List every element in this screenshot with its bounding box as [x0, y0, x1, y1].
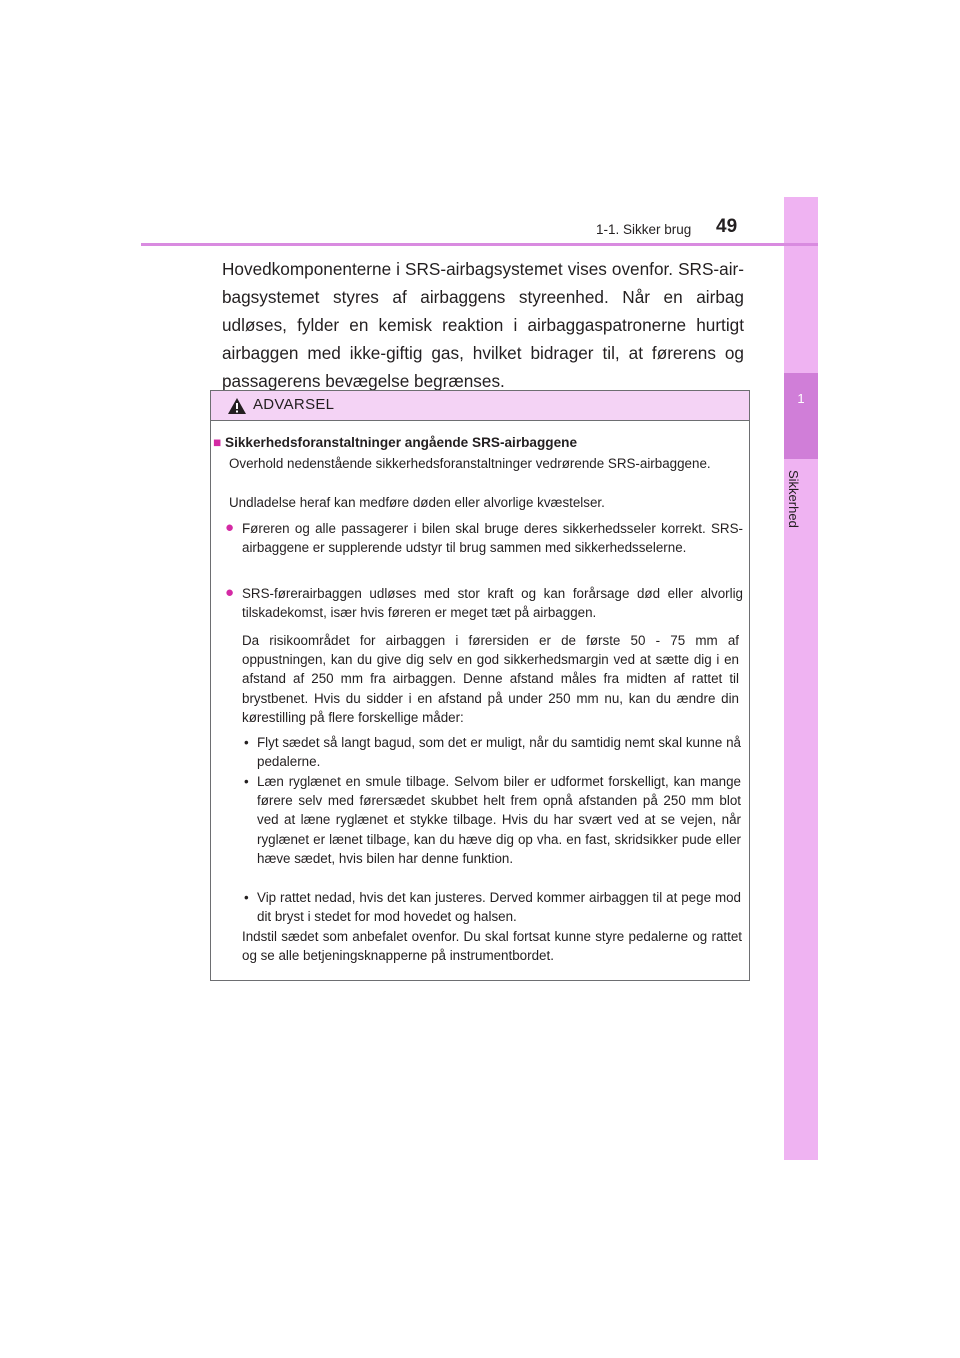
bullet-mark: •: [244, 774, 249, 789]
dot-bullet-icon: ●: [225, 584, 235, 601]
square-bullet-icon: ■: [213, 435, 222, 450]
warning-box: [210, 390, 750, 981]
chapter-label: Sikkerhed: [786, 470, 801, 528]
warning-point-1: Føreren og alle passagerer i bilen skal bruge deres sikkerhedsseler korrekt. SRS-airbaggene er supplerende udstyr til brug sammen med sikkerhedsselerne.: [242, 521, 743, 556]
warning-header: [211, 391, 749, 421]
bullet-mark: •: [244, 735, 249, 750]
intro-paragraph: Hovedkomponenterne i SRS-airbagsystemet vises ovenfor. SRS-airbagsystemet styres af airbaggens styreenhed. Når en airbag udløses, fylder en kemisk reaktion i airbaggaspatronerne hurtigt airbaggen med ikke-giftig gas, hvilket bidrager til, at førerens og passagerens bevægelse begrænses.: [222, 259, 744, 391]
page-number: 49: [716, 216, 738, 237]
section-title: 1-1. Sikker brug: [596, 222, 692, 237]
warning-closing: Indstil sædet som anbefalet ovenfor. Du skal fortsat kunne styre pedalerne og rattet og se alle betjeningsknapperne på instrumentbordet.: [242, 929, 742, 964]
bullet-mark: •: [244, 890, 249, 905]
warning-lead-2: Undladelse heraf kan medføre døden eller alvorlige kvæstelser.: [229, 495, 605, 510]
dot-bullet-icon: ●: [225, 519, 235, 536]
header-rule: [141, 243, 818, 246]
warning-triangle-icon: [227, 397, 247, 415]
chapter-tab: [784, 373, 818, 459]
warning-detail: Da risikoområdet for airbaggen i førersiden er de første 50 - 75 mm af oppustningen, kan du give dig selv en god sikkerhedsmargin ved at sætte dig i en afstand af 250 mm fra airbaggen. Denne afstand måles fra midten af rattet til brystbenet. Hvis du sidder i en afstand på under 250 mm nu, kan du ændre din kørestilling på flere forskellige måder:: [242, 633, 739, 725]
chapter-number: 1: [797, 391, 805, 406]
warning-heading: ■ Sikkerhedsforanstaltninger angående SRS-airbaggene: [213, 435, 578, 450]
warning-lead-1: Overhold nedenstående sikkerhedsforanstaltninger vedrørende SRS-airbaggene.: [229, 456, 711, 471]
warning-title: ADVARSEL: [253, 396, 335, 413]
warning-bullet-3: Vip rattet nedad, hvis det kan justeres. Derved kommer airbaggen til at pege mod dit bryst i stedet for mod hovedet og halsen.: [257, 890, 741, 925]
side-tab-strip: [784, 197, 818, 1160]
warning-bullet-2: Læn ryglænet en smule tilbage. Selvom biler er udformet forskelligt, kan mange førere selv med førersædet skubbet helt frem opnå afstanden på 250 mm blot ved at læne ryglænet et stykke tilbage. Hvis du har svært ved at se vejen, når ryglænet er lænet tilbage, kan du hæve dig op vha. en fast, skridsikker pude eller hæve sædet, hvis bilen har denne funktion.: [257, 774, 741, 866]
warning-point-2: SRS-førerairbaggen udløses med stor kraft og kan forårsage død eller alvorlig tilskadekomst, især hvis føreren er meget tæt på airbaggen.: [242, 586, 743, 621]
warning-bullet-1: Flyt sædet så langt bagud, som det er muligt, når du samtidig nemt skal kunne nå pedalerne.: [257, 735, 741, 770]
